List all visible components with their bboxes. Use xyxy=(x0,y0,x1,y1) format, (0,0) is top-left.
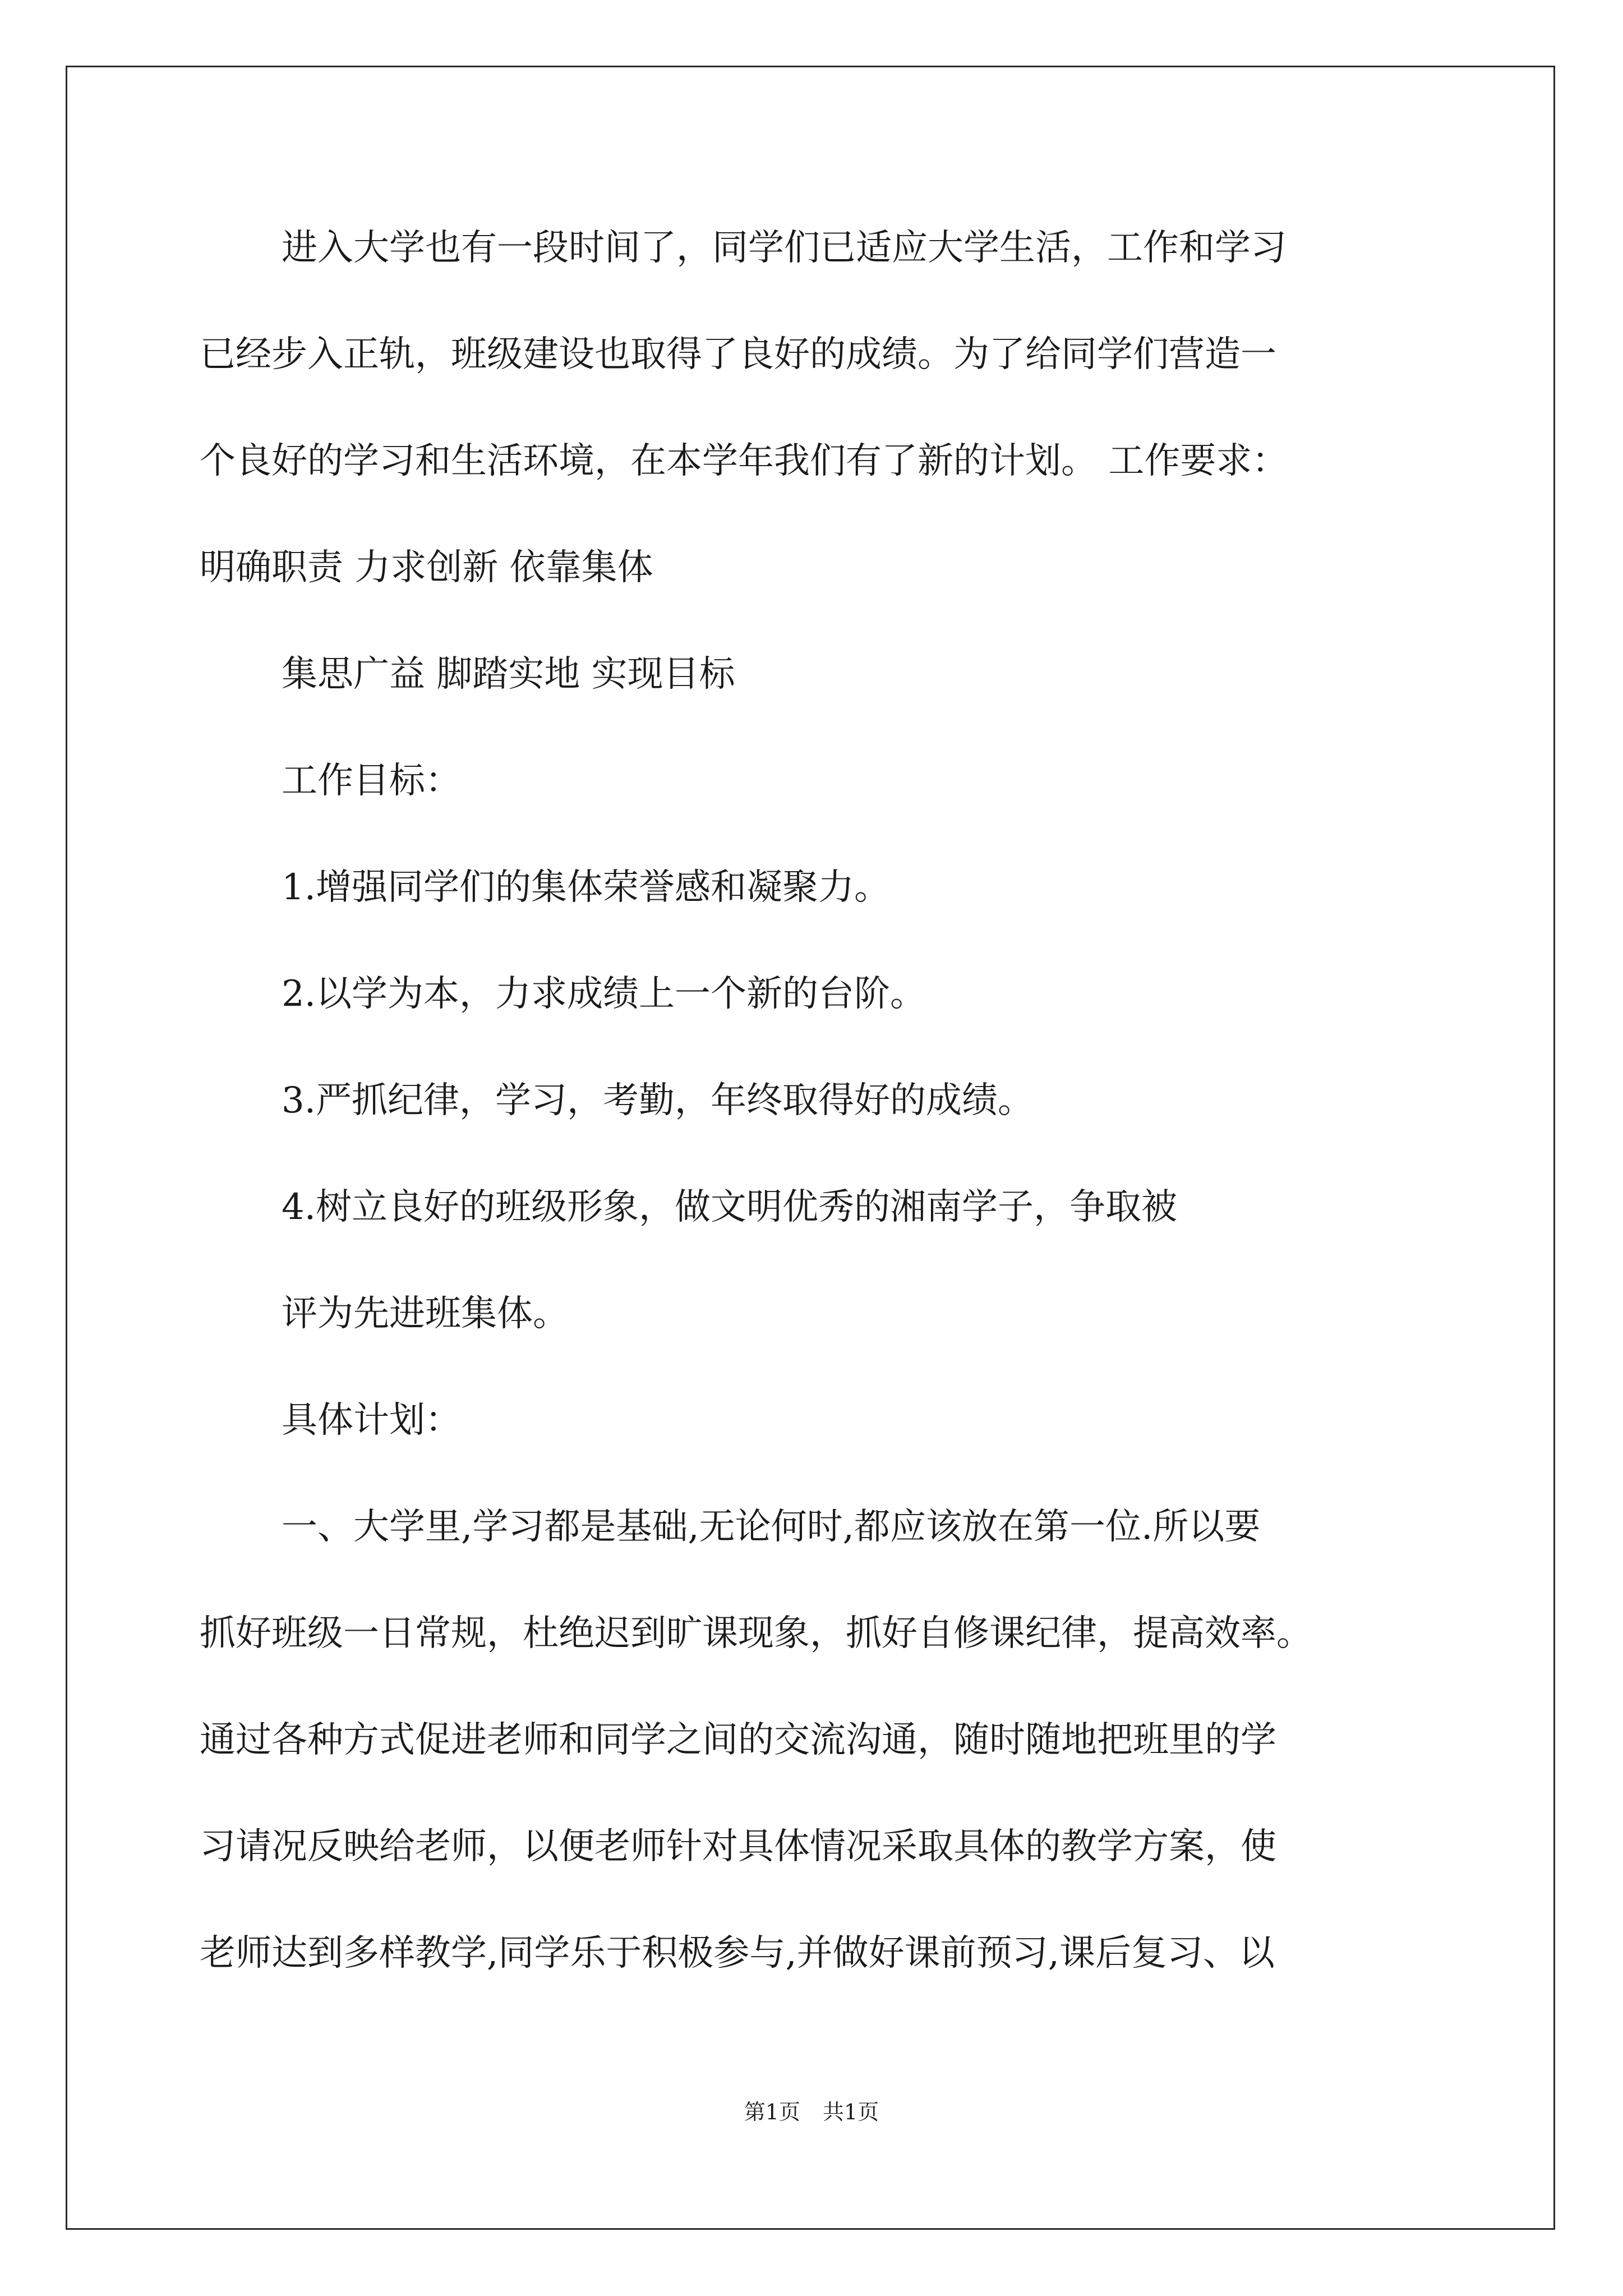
page-number: 第1页 xyxy=(744,2100,800,2124)
paragraph-line: 抓好班级一日常规，杜绝迟到旷课现象，抓好自修课纪律，提高效率。 xyxy=(200,1613,1312,1654)
paragraph-line: 通过各种方式促进老师和同学之间的交流沟通，随时随地把班里的学 xyxy=(200,1719,1276,1761)
list-item: 3.严抓纪律，学习，考勤，年终取得好的成绩。 xyxy=(282,1080,1034,1121)
paragraph-line: 老师达到多样教学,同学乐于积极参与,并做好课前预习,课后复习、以 xyxy=(200,1932,1275,1974)
page-border xyxy=(66,66,1555,2230)
list-item: 1.增强同学们的集体荣誉感和凝聚力。 xyxy=(282,867,891,908)
section-heading: 工作目标： xyxy=(282,760,461,802)
section-heading: 具体计划： xyxy=(282,1400,461,1441)
paragraph-line: 进入大学也有一段时间了，同学们已适应大学生活，工作和学习 xyxy=(282,227,1287,269)
list-item: 2.以学为本，力求成绩上一个新的台阶。 xyxy=(282,973,926,1015)
paragraph-line: 习请况反映给老师，以便老师针对具体情况采取具体的教学方案，使 xyxy=(200,1826,1276,1867)
paragraph-line: 明确职责 力求创新 依靠集体 xyxy=(200,547,653,588)
page-footer xyxy=(0,2098,1623,2126)
paragraph-line: 个良好的学习和生活环境，在本学年我们有了新的计划。 工作要求： xyxy=(200,440,1288,482)
list-item-continuation: 评为先进班集体。 xyxy=(282,1293,569,1335)
page-total: 共1页 xyxy=(823,2100,879,2124)
paragraph-line: 一、大学里,学习都是基础,无论何时,都应该放在第一位.所以要 xyxy=(282,1506,1261,1548)
paragraph-line: 集思广益 脚踏实地 实现目标 xyxy=(282,654,735,695)
list-item: 4.树立良好的班级形象，做文明优秀的湘南学子，争取被 xyxy=(282,1186,1178,1228)
paragraph-line: 已经步入正轨，班级建设也取得了良好的成绩。为了给同学们营造一 xyxy=(200,334,1276,375)
